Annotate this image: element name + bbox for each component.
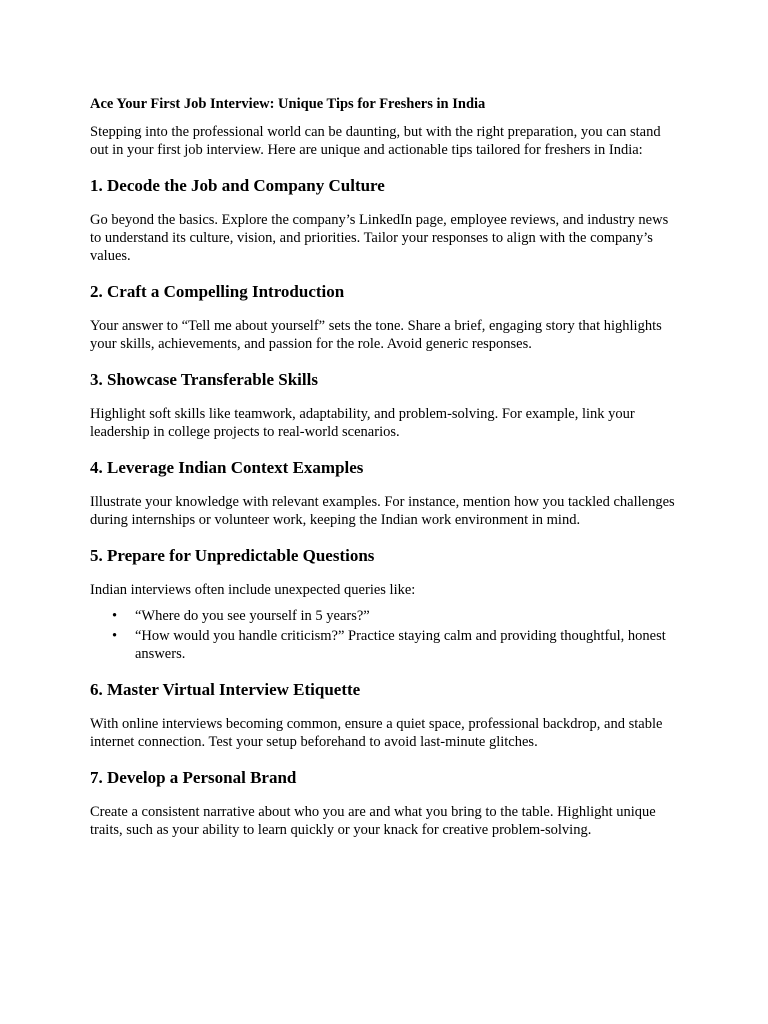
bullet-icon: • — [112, 628, 118, 644]
section-5-bullet-list — [90, 607, 680, 663]
bullet-text: “Where do you see yourself in 5 years?” — [135, 608, 370, 624]
section-6-heading: 6. Master Virtual Interview Etiquette — [90, 680, 361, 699]
bullet-item — [90, 607, 680, 625]
section-1-body: Go beyond the basics. Explore the company’s LinkedIn page, employee reviews, and industry news to understand its culture, vision, and priorities. Tailor your responses to align with the company’s values. — [90, 212, 669, 264]
bullet-text: “How would you handle criticism?” Practice staying calm and providing thoughtful, honest answers. — [135, 628, 666, 662]
intro-paragraph: Stepping into the professional world can be daunting, but with the right preparation, you can stand out in your first job interview. Here are unique and actionable tips tailored for freshers in India: — [90, 124, 661, 158]
bullet-item — [90, 627, 680, 663]
section-7-heading: 7. Develop a Personal Brand — [90, 768, 297, 787]
section-6-body: With online interviews becoming common, ensure a quiet space, professional backdrop, and stable internet connection. Test your setup beforehand to avoid last-minute glitches. — [90, 716, 663, 750]
section-2-body: Your answer to “Tell me about yourself” sets the tone. Share a brief, engaging story that highlights your skills, achievements, and passion for the role. Avoid generic responses. — [90, 318, 662, 352]
section-4-heading: 4. Leverage Indian Context Examples — [90, 458, 364, 477]
section-7-body: Create a consistent narrative about who you are and what you bring to the table. Highlight unique traits, such as your ability to learn quickly or your knack for creative problem-solving. — [90, 804, 656, 838]
section-1-heading: 1. Decode the Job and Company Culture — [90, 176, 385, 195]
section-3-body: Highlight soft skills like teamwork, adaptability, and problem-solving. For example, link your leadership in college projects to real-world scenarios. — [90, 406, 635, 440]
document-page — [90, 95, 680, 855]
document-title: Ace Your First Job Interview: Unique Tips for Freshers in India — [90, 96, 486, 112]
section-4-body: Illustrate your knowledge with relevant examples. For instance, mention how you tackled challenges during internships or volunteer work, keeping the Indian work environment in mind. — [90, 494, 675, 528]
section-5-body: Indian interviews often include unexpected queries like: — [90, 582, 416, 598]
section-3-heading: 3. Showcase Transferable Skills — [90, 370, 318, 389]
bullet-icon: • — [112, 608, 118, 624]
section-5-heading: 5. Prepare for Unpredictable Questions — [90, 546, 375, 565]
section-2-heading: 2. Craft a Compelling Introduction — [90, 282, 345, 301]
